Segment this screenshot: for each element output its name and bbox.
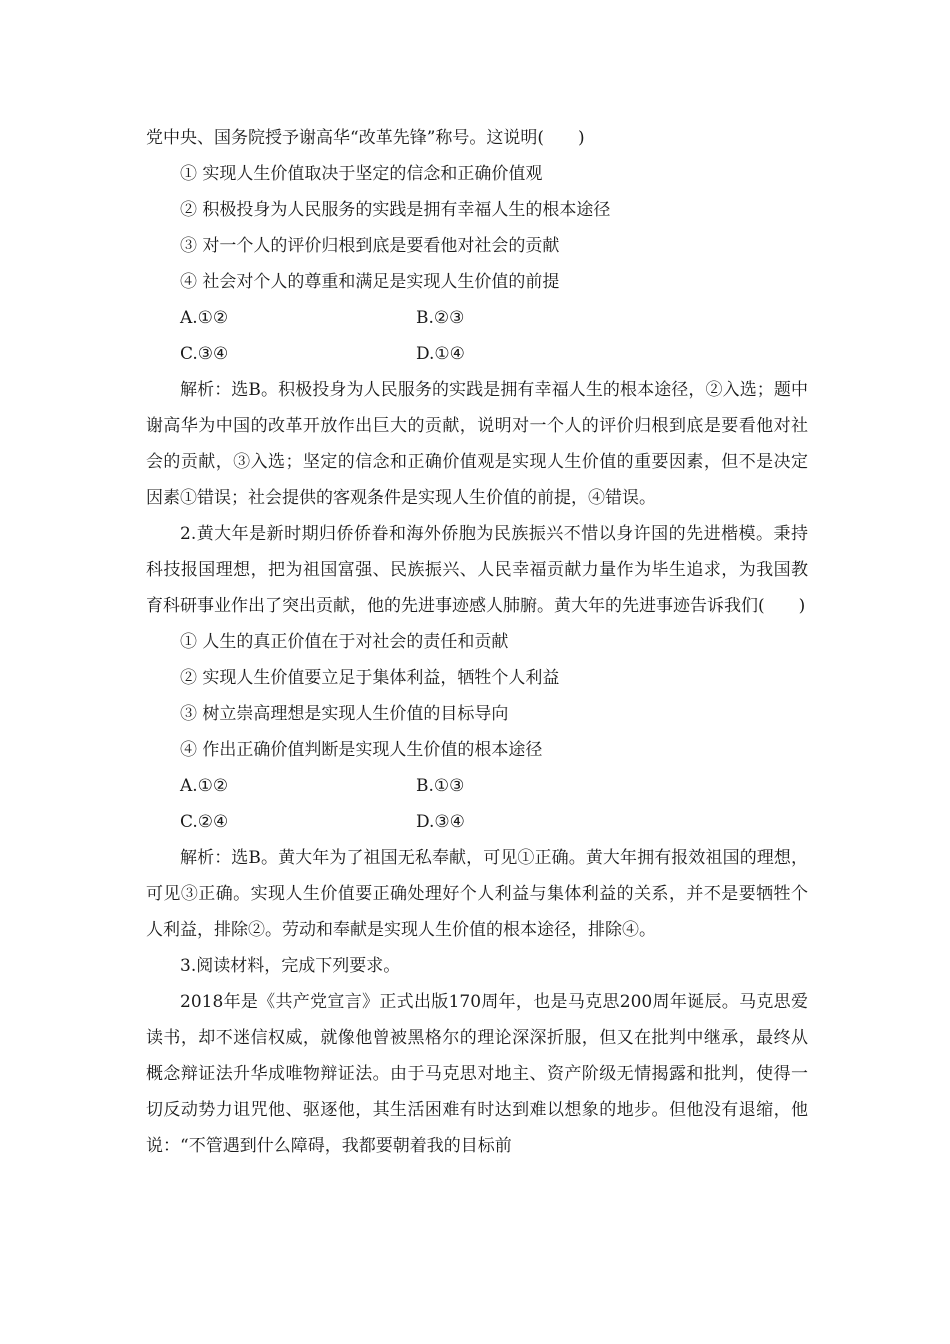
- question-1-item-3: ③ 对一个人的评价归根到底是要看他对社会的贡献: [180, 236, 560, 256]
- question-2-item-4: ④ 作出正确价值判断是实现人生价值的根本途径: [180, 740, 543, 760]
- question-2-item-2: ② 实现人生价值要立足于集体利益，牺牲个人利益: [180, 668, 560, 688]
- question-2-options-row-1: [146, 768, 808, 804]
- question-1-option-c: C.③④: [180, 344, 229, 364]
- question-1-option-b: B.②③: [416, 308, 465, 328]
- question-2-option-a: A.①②: [180, 776, 229, 796]
- question-1-item-4: ④ 社会对个人的尊重和满足是实现人生价值的前提: [180, 272, 560, 292]
- question-2-options-row-2: [146, 804, 808, 840]
- question-2-option-b: B.①③: [416, 776, 465, 796]
- question-1-item-1: ① 实现人生价值取决于坚定的信念和正确价值观: [180, 164, 543, 184]
- question-3-stem: 3.阅读材料，完成下列要求。: [180, 956, 401, 976]
- question-2-option-d: D.③④: [416, 812, 465, 832]
- question-2-analysis: 解析：选B。黄大年为了祖国无私奉献，可见①正确。黄大年拥有报效祖国的理想，可见③正确。实现人生价值要正确处理好个人利益与集体利益的关系，并不是要牺牲个人利益，排除②。劳动和奉献是实现人生价值的根本途径，排除④。: [146, 848, 808, 940]
- question-1-options-row-1: [146, 300, 808, 336]
- question-1-stem: 党中央、国务院授予谢高华“改革先锋”称号。这说明( ): [146, 128, 585, 148]
- question-2-item-3: ③ 树立崇高理想是实现人生价值的目标导向: [180, 704, 509, 724]
- question-2-item-1: ① 人生的真正价值在于对社会的责任和贡献: [180, 632, 509, 652]
- question-1-options-row-2: [146, 336, 808, 372]
- question-1-analysis: 解析：选B。积极投身为人民服务的实践是拥有幸福人生的根本途径，②入选；题中谢高华为中国的改革开放作出巨大的贡献，说明对一个人的评价归根到底是要看他对社会的贡献，③入选；坚定的信念和正确价值观是实现人生价值的重要因素，但不是决定因素①错误；社会提供的客观条件是实现人生价值的前提，④错误。: [146, 380, 808, 508]
- question-1-option-a: A.①②: [180, 308, 229, 328]
- question-2-option-c: C.②④: [180, 812, 229, 832]
- question-2-stem: 2.黄大年是新时期归侨侨眷和海外侨胞为民族振兴不惜以身许国的先进楷模。秉持科技报国理想，把为祖国富强、民族振兴、人民幸福贡献力量作为毕生追求，为我国教育科研事业作出了突出贡献，他的先进事迹感人肺腑。黄大年的先进事迹告诉我们( ): [146, 524, 808, 616]
- question-3-material: 2018年是《共产党宣言》正式出版170周年，也是马克思200周年诞辰。马克思爱读书，却不迷信权威，就像他曾被黑格尔的理论深深折服，但又在批判中继承，最终从概念辩证法升华成唯物辩证法。由于马克思对地主、资产阶级无情揭露和批判，使得一切反动势力诅咒他、驱逐他，其生活困难有时达到难以想象的地步。但他没有退缩，他说：“不管遇到什么障碍，我都要朝着我的目标前: [146, 992, 808, 1156]
- document-body: [146, 120, 808, 1164]
- question-1-item-2: ② 积极投身为人民服务的实践是拥有幸福人生的根本途径: [180, 200, 611, 220]
- question-1-option-d: D.①④: [416, 344, 465, 364]
